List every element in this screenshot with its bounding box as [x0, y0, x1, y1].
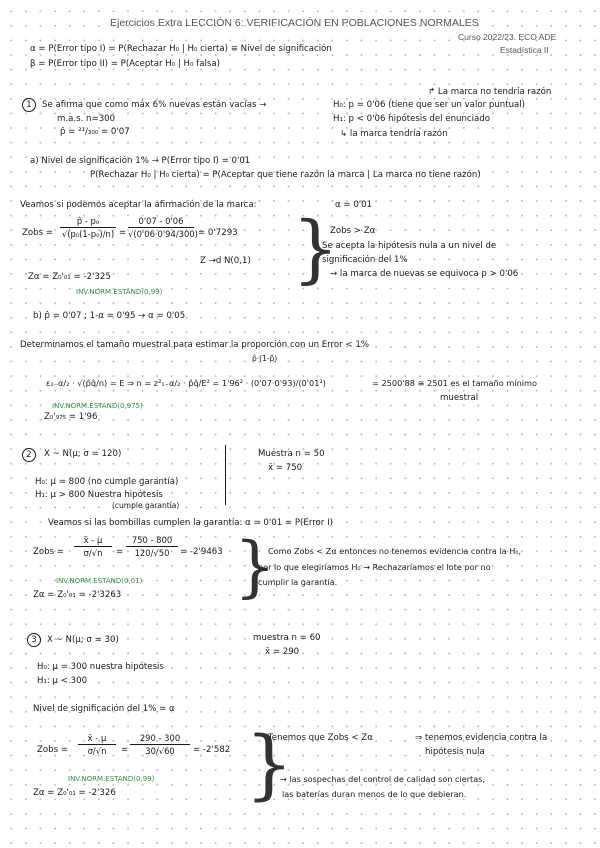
beta-definition: β = P(Error tipo II) = P(Aceptar H₀ | H₀ falsa): [30, 59, 220, 69]
ex2-zobs-value: = -2'9463: [180, 547, 223, 557]
ex1-frac2-den: √(0'06·0'94/300): [128, 229, 198, 239]
ex2-conclusion-1: Como Zobs < Zα entonces no tenemos evidencia contra la H₀,: [268, 546, 522, 556]
ex1-size-intro: Determinamos el tamaño muestral para estimar la proporción con un Error < 1%: [20, 340, 369, 350]
ex3-fraction-formula: [78, 733, 116, 756]
ex3-za: Zα = Z₀'₀₁ = -2'326: [33, 788, 116, 798]
ex1-frac1-den: √(p₀(1-p₀)/n): [61, 229, 115, 239]
ex1-za: Zα = Z₀'₀₁ = -2'325: [28, 272, 111, 282]
ex2-conclusion-3: cumplir la garantía.: [258, 577, 338, 587]
ex1-frac2-num: 0'07 - 0'06: [138, 216, 184, 226]
ex1-part-b: b) p̂ = 0'07 ; 1-α = 0'95 → α = 0'05: [33, 311, 186, 321]
divider-line: [225, 445, 226, 505]
right-brace-icon: }: [234, 528, 276, 605]
ex1-statement: Se afirma que como máx 6% nuevas están vacías →: [42, 100, 267, 110]
ex3-zobs-label: Zobs =: [37, 745, 69, 755]
ex1-size-result: = 2500'88 ≅ 2501 es el tamaño mínimo: [372, 378, 538, 388]
ex1-frac1-num: p̂ - p₀: [76, 216, 100, 226]
ex2-frac2-den: 120/√50: [134, 548, 170, 558]
ex3-inv-norm: INV.NORM.ESTAND(0,99): [68, 775, 155, 783]
ex1-distribution: Z →d N(0,1): [200, 256, 251, 266]
ex1-conclusion-4: → la marca de nuevas se equivoca p > 0'06: [330, 269, 519, 279]
ex1-fraction-formula: [60, 216, 116, 239]
ex3-frac1-num: x̄ - μ: [87, 733, 107, 743]
ex1-inv-norm: INV.NORM.ESTAND(0,99): [76, 288, 163, 296]
ex1-side-note: ↱ La marca no tendría razón: [428, 87, 552, 97]
ex2-frac2-num: 750 - 800: [131, 535, 173, 545]
ex1-test-intro: Veamos si podemos aceptar la afirmación de la marca:: [20, 200, 257, 210]
ex2-conclusion-2: por lo que elegiríamos H₀ → Rechazaríamos el lote por no: [258, 562, 491, 572]
ex2-intro: Veamos si las bombillas cumplen la garantía: α = 0'01 = P(Error I): [48, 518, 333, 528]
ex3-sample-size: muestra n = 60: [253, 633, 321, 643]
ex1-size-top: p̂·(1-p̂): [252, 354, 278, 363]
ex3-sample-mean: x̄ = 290: [265, 647, 300, 657]
ex2-number: 2: [22, 448, 36, 462]
fraction-bar: [60, 227, 116, 228]
ex3-conclusion-1: Tenemos que Zobs < Zα: [268, 733, 373, 743]
ex2-h1-note: (cumple garantía): [112, 501, 180, 510]
fraction-bar: [78, 744, 116, 745]
equals-sign: =: [116, 547, 124, 557]
subject-label: Estadística II: [500, 45, 549, 55]
ex2-h1: H₁: μ > 800 Nuestra hipótesis: [35, 490, 163, 500]
ex1-conclusion-1: Zobs > Zα: [330, 226, 376, 236]
ex3-conclusion-2: ⇒ tenemos evidencia contra la: [415, 733, 548, 743]
ex3-zobs-value: = -2'582: [193, 745, 231, 755]
ex1-inv-norm-2: INV.NORM.ESTAND(0,975): [52, 402, 143, 410]
ex2-sample-mean: x̄ = 750: [268, 463, 303, 473]
ex1-phat: p̂ = ²¹/₃₀₀ = 0'07: [60, 127, 130, 137]
ex1-z975: Z₀'₉₇₅ = 1'96: [44, 412, 98, 422]
ex1-conclusion-2: Se acepta la hipótesis nula a un nivel de: [322, 241, 497, 251]
ex3-frac2-num: 290 - 300: [139, 733, 181, 743]
right-brace-icon: }: [292, 206, 340, 292]
ex1-part-a-line2: P(Rechazar H₀ | H₀ cierta) = P(Aceptar que tiene razón la marca | La marca no tiene razón): [90, 170, 481, 180]
fraction-bar: [74, 546, 112, 547]
fraction-bar: [128, 227, 194, 228]
page-title: Ejercicios Extra LECCIÓN 6: VERIFICACIÓN EN POBLACIONES NORMALES: [110, 17, 479, 29]
ex3-fraction-values: [130, 733, 190, 756]
ex2-fraction-values: [126, 535, 178, 558]
alpha-definition: α = P(Error tipo I) = P(Rechazar H₀ | H₀ cierta) ≡ Nivel de significación: [30, 44, 332, 54]
ex2-zobs-label: Zobs =: [33, 547, 65, 557]
ex2-frac1-num: x̄ - μ: [83, 535, 103, 545]
ex3-conclusion-4: → las sospechas del control de calidad son ciertas,: [280, 774, 485, 784]
ex3-frac2-den: 30/√60: [145, 746, 175, 756]
ex3-model: X ~ N(μ; σ = 30): [47, 635, 119, 645]
course-label: Curso 2022/23. ECO ADE: [458, 32, 557, 42]
ex3-conclusion-5: las baterías duran menos de lo que debieran.: [282, 789, 467, 799]
ex3-frac1-den: σ/√n: [87, 746, 107, 756]
ex3-h1: H₁: μ < 300: [37, 676, 88, 686]
ex1-zobs-label: Zobs =: [22, 228, 54, 238]
ex1-part-a-line1: a) Nivel de significación 1% → P(Error tipo I) = 0'01: [30, 156, 251, 166]
ex1-alpha: α = 0'01: [335, 200, 373, 210]
ex1-mas: m.a.s. n=300: [57, 114, 116, 124]
ex1-h1-note: ↳ la marca tendría razón: [340, 129, 448, 139]
ex2-h0: H₀: μ = 800 (no cumple garantía): [35, 477, 179, 487]
ex2-frac1-den: σ/√n: [83, 548, 103, 558]
ex2-fraction-formula: [74, 535, 112, 558]
ex3-number: 3: [27, 633, 41, 647]
ex1-size-formula: ε₁₋α/₂ · √(p̂q̂/n) = E ⇒ n = z²₁₋α/₂ · p̂q̂/E² = 1'96² · (0'07·0'93)/(0'01²): [46, 378, 326, 388]
ex1-size-result-2: muestral: [440, 393, 479, 403]
ex2-inv-norm: INV.NORM.ESTAND(0,01): [56, 577, 143, 585]
ex3-conclusion-3: hipótesis nula: [425, 747, 485, 757]
fraction-bar: [130, 744, 190, 745]
ex2-za: Zα = Z₀'₀₁ = -2'3263: [33, 590, 122, 600]
equals-sign: =: [119, 228, 127, 238]
ex3-significance: Nivel de significación del 1% = α: [33, 704, 175, 714]
ex1-h0: H₀: p = 0'06 (tiene que ser un valor puntual): [333, 100, 526, 110]
ex2-model: X ~ N(μ; σ = 120): [44, 449, 122, 459]
ex1-number: 1: [22, 98, 36, 112]
ex2-sample-size: Muestra n = 50: [258, 449, 325, 459]
ex1-h1: H₁: p < 0'06 hipótesis del enunciado: [333, 114, 491, 124]
right-brace-icon: }: [245, 719, 294, 808]
ex1-conclusion-3: significación del 1%: [322, 255, 408, 265]
ex3-h0: H₀: μ = 300 nuestra hipótesis: [37, 662, 164, 672]
equals-sign: =: [121, 745, 129, 755]
ex1-fraction-values: [128, 216, 198, 239]
ex1-zobs-value: = 0'7293: [198, 228, 238, 238]
fraction-bar: [126, 546, 178, 547]
